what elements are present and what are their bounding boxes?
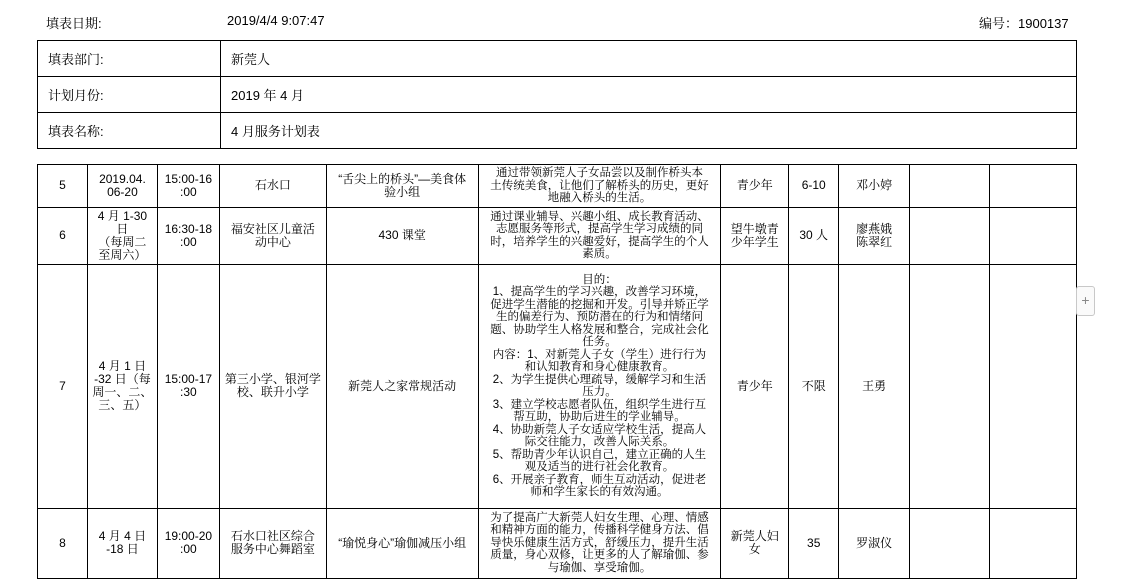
empty-cell [910,165,990,208]
place-cell: 第三小学、银河学 校、联升小学 [219,264,326,508]
place-cell: 石水口社区综合 服务中心舞蹈室 [219,508,326,578]
target-group: 青少年 [721,264,789,508]
empty-cell [990,165,1077,208]
activity-name: “舌尖上的桥头”—美食体 验小组 [326,165,478,208]
info-value: 4 月服务计划表 [221,113,1077,149]
time-cell: 16:30-18 :00 [157,207,219,264]
table-row [38,165,1077,208]
target-group: 望牛墩青 少年学生 [721,207,789,264]
time-cell: 15:00-16 :00 [157,165,219,208]
empty-cell [910,207,990,264]
person-in-charge: 邓小婷 [839,165,910,208]
place-cell: 石水口 [219,165,326,208]
target-group: 新莞人妇 女 [721,508,789,578]
info-row-form-name [38,113,1077,149]
person-in-charge: 王勇 [839,264,910,508]
row-number: 8 [38,508,88,578]
activity-name: “瑜悦身心”瑜伽减压小组 [326,508,478,578]
person-in-charge: 罗淑仪 [839,508,910,578]
empty-cell [990,508,1077,578]
activity-description: 为了提高广大新莞人妇女生理、心理、情感 和精神方面的能力，传播科学健身方法、倡 导快乐健康生活方式，舒缓压力，提升生活 质量，身心双修，让更多的人了解瑜伽、参 与瑜伽、享受瑜伽。 [478,508,721,578]
empty-cell [910,264,990,508]
time-cell: 19:00-20 :00 [157,508,219,578]
empty-cell [990,264,1077,508]
table-row [38,508,1077,578]
info-row-month [38,77,1077,113]
plan-table [37,164,1077,579]
info-row-department [38,41,1077,77]
place-cell: 福安社区儿童活 动中心 [219,207,326,264]
participant-count: 35 [789,508,839,578]
form-number: 编号：1900137 [979,16,1069,31]
activity-description: 通过带领新莞人子女品尝以及制作桥头本 土传统美食，让他们了解桥头的历史，更好 地融入桥头的生活。 [478,165,721,208]
add-icon[interactable]: + [1076,286,1095,316]
fill-date-value: 2019/4/4 9:07:47 [227,13,325,28]
date-cell: 4 月 1-30 日 （每周二 至周六） [87,207,157,264]
empty-cell [910,508,990,578]
participant-count: 6-10 [789,165,839,208]
table-row [38,207,1077,264]
info-label: 填表名称: [38,113,221,149]
activity-name: 新莞人之家常规活动 [326,264,478,508]
activity-description: 目的： 1、提高学生的学习兴趣，改善学习环境， 促进学生潜能的挖掘和开发。引导并矫正学 生的偏差行为、预防潜在的行为和情绪问 题、协助学生人格发展和整合，完成社会化 任务。 内容：1、对新莞人子女（学生）进行行为 和认知教育和身心健康教育。 2、为学生提供心理疏导，缓解学习和生活 压力。 3、建立学校志愿者队伍，组织学生进行互 帮互助，协助后进生的学业辅导。 4、协助新莞人子女适应学校生活，提高人 际交往能力，改善人际关系。 5、帮助青少年认识自己，建立正确的人生 观及适当的进行社会化教育。 6、开展亲子教育，师生互动活动，促进老 师和学生家长的有效沟通。 [478,264,721,508]
info-label: 计划月份: [38,77,221,113]
time-cell: 15:00-17 :30 [157,264,219,508]
activity-description: 通过课业辅导、兴趣小组、成长教育活动、 志愿服务等形式，提高学生学习成绩的同 时，培养学生的兴趣爱好，提高学生的个人 素质。 [478,207,721,264]
info-label: 填表部门: [38,41,221,77]
date-cell: 4 月 1 日 -32 日（每 周一、二、 三、五） [87,264,157,508]
target-group: 青少年 [721,165,789,208]
row-number: 5 [38,165,88,208]
activity-name: 430 课堂 [326,207,478,264]
date-cell: 4 月 4 日 -18 日 [87,508,157,578]
row-number: 7 [38,264,88,508]
date-cell: 2019.04. 06-20 [87,165,157,208]
info-value: 新莞人 [221,41,1077,77]
empty-cell [990,207,1077,264]
info-table [37,40,1077,149]
row-number: 6 [38,207,88,264]
table-row [38,264,1077,508]
info-value: 2019 年 4 月 [221,77,1077,113]
person-in-charge: 廖燕娥 陈翠红 [839,207,910,264]
participant-count: 不限 [789,264,839,508]
participant-count: 30 人 [789,207,839,264]
fill-date-label: 填表日期: [46,16,102,31]
